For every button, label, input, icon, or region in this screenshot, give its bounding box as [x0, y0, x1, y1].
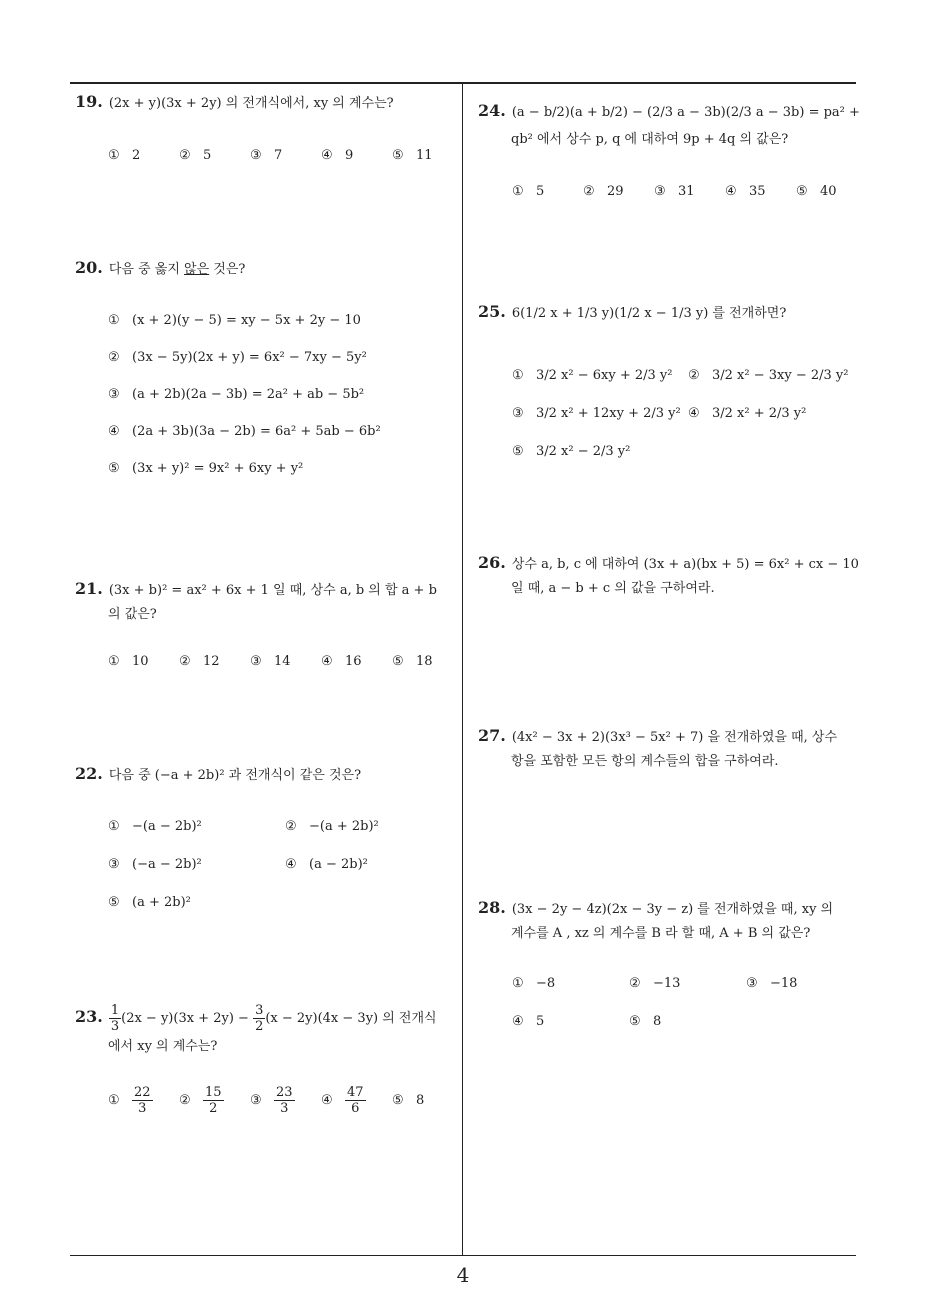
- question-text-end: 것은?: [209, 262, 246, 277]
- question-number: 20.: [75, 258, 103, 277]
- choice-1[interactable]: ① (x + 2)(y − 5) = xy − 5x + 2y − 10: [108, 313, 361, 328]
- choices-19: [108, 136, 452, 174]
- fraction-1: $\frac{1}{3}$: [110, 1003, 120, 1034]
- choice-2[interactable]: ② −(a + 2b)²: [285, 818, 379, 834]
- choice-1[interactable]: ① 10: [108, 653, 149, 669]
- question-text: 다음 중 (−a + 2b)² 과 전개식이 같은 것은?: [108, 768, 362, 783]
- choice-1[interactable]: ① 2: [108, 147, 141, 163]
- choice-1[interactable]: ① −8: [512, 975, 556, 991]
- question-text-line-2: 의 값은?: [108, 607, 157, 622]
- choice-1[interactable]: ① −(a − 2b)²: [108, 818, 202, 834]
- choice-3[interactable]: ③ (−a − 2b)²: [108, 856, 202, 872]
- question-text-cont: (x − 2y)(4x − 3y) 의 전개식: [265, 1011, 437, 1026]
- choices-28: [512, 964, 856, 1040]
- question-22: [75, 762, 455, 788]
- question-21: [75, 577, 460, 627]
- choice-3[interactable]: ③ −18: [746, 975, 798, 991]
- question-text: (3x + b)² = ax² + 6x + 1 일 때, 상수 a, b 의 합 a + b: [108, 583, 437, 598]
- choice-5[interactable]: ⑤ 18: [392, 653, 433, 669]
- choices-22: [108, 807, 445, 921]
- question-text: 다음 중 옳지: [108, 262, 185, 277]
- choice-5[interactable]: ⑤ 40: [796, 183, 837, 199]
- choice-1[interactable]: ① $\frac{22}{3}$: [108, 1084, 151, 1116]
- choice-3[interactable]: ③ 14: [250, 653, 291, 669]
- choice-1[interactable]: ① 3/2 x² − 6xy + 2/3 y²: [512, 367, 673, 383]
- choice-2[interactable]: ② 12: [179, 653, 220, 669]
- fraction-2: $\frac{3}{2}$: [255, 1003, 264, 1034]
- question-20: [75, 256, 455, 282]
- question-number: 25.: [478, 302, 506, 321]
- choice-4[interactable]: ④ (a − 2b)²: [285, 856, 368, 872]
- bottom-rule: [70, 1255, 856, 1256]
- choice-4[interactable]: ④ (2a + 3b)(3a − 2b) = 6a² + 5ab − 6b²: [108, 424, 381, 439]
- question-text-line-2: 일 때, a − b + c 의 값을 구하여라.: [511, 581, 715, 596]
- choice-1[interactable]: ① 5: [512, 183, 545, 199]
- question-text-line-2: 에서 xy 의 계수는?: [108, 1039, 218, 1054]
- question-text: (4x² − 3x + 2)(3x³ − 5x² + 7) 을 전개하였을 때, 상수: [511, 730, 838, 745]
- choice-3[interactable]: ③ 7: [250, 147, 283, 163]
- question-text: (2x + y)(3x + 2y) 의 전개식에서, xy 의 계수는?: [108, 96, 394, 111]
- choice-2[interactable]: ② (3x − 5y)(2x + y) = 6x² − 7xy − 5y²: [108, 350, 367, 365]
- question-number: 21.: [75, 579, 103, 598]
- question-number: 19.: [75, 92, 103, 111]
- choices-20: [108, 302, 381, 487]
- choice-3[interactable]: ③ 31: [654, 183, 695, 199]
- underlined-word: 않은: [184, 262, 210, 277]
- choice-4[interactable]: ④ 9: [321, 147, 354, 163]
- question-number: 28.: [478, 898, 506, 917]
- question-28: [478, 896, 863, 946]
- choice-2[interactable]: ② −13: [629, 975, 681, 991]
- question-26: [478, 551, 863, 601]
- choice-4[interactable]: ④ 35: [725, 183, 766, 199]
- question-number: 24.: [478, 101, 506, 120]
- question-text: (2x − y)(3x + 2y) −: [121, 1011, 249, 1026]
- choice-4[interactable]: ④ $\frac{47}{6}$: [321, 1084, 364, 1116]
- question-27: [478, 724, 863, 774]
- question-number: 22.: [75, 764, 103, 783]
- choices-21: [108, 642, 452, 680]
- choice-5[interactable]: ⑤ 8: [392, 1092, 425, 1108]
- question-text: (3x − 2y − 4z)(2x − 3y − z) 를 전개하였을 때, xy 의: [511, 902, 834, 917]
- question-text-line-2: 항을 포함한 모든 항의 계수들의 합을 구하여라.: [511, 754, 779, 769]
- choice-5[interactable]: ⑤ (a + 2b)²: [108, 894, 191, 910]
- question-expression: (a − b/2)(a + b/2) − (2/3 a − 3b)(2/3 a − 3b) = pa² +: [511, 105, 860, 120]
- question-25: [478, 298, 863, 328]
- question-number: 27.: [478, 726, 506, 745]
- choice-5[interactable]: ⑤ 11: [392, 147, 433, 163]
- choice-3[interactable]: ③ 3/2 x² + 12xy + 2/3 y²: [512, 405, 681, 421]
- choice-2[interactable]: ② 5: [179, 147, 212, 163]
- choice-5[interactable]: ⑤ (3x + y)² = 9x² + 6xy + y²: [108, 461, 304, 476]
- question-expression: 6(1/2 x + 1/3 y)(1/2 x − 1/3 y) 를 전개하면?: [511, 306, 787, 321]
- choice-2[interactable]: ② $\frac{15}{2}$: [179, 1084, 222, 1116]
- choices-23: [108, 1078, 452, 1122]
- page-number: 4: [456, 1263, 470, 1287]
- question-23: [75, 1003, 460, 1060]
- choices-25: [512, 356, 858, 470]
- choice-2[interactable]: ② 3/2 x² − 3xy − 2/3 y²: [688, 367, 849, 383]
- choice-5[interactable]: ⑤ 3/2 x² − 2/3 y²: [512, 443, 631, 459]
- question-24: [478, 96, 863, 152]
- choices-24: [512, 172, 856, 210]
- question-number: 26.: [478, 553, 506, 572]
- question-text-line-2: qb² 에서 상수 p, q 에 대하여 9p + 4q 의 값은?: [511, 132, 789, 147]
- choice-3[interactable]: ③ $\frac{23}{3}$: [250, 1084, 293, 1116]
- choice-4[interactable]: ④ 3/2 x² + 2/3 y²: [688, 405, 807, 421]
- choice-2[interactable]: ② 29: [583, 183, 624, 199]
- question-text-line-2: 계수를 A , xz 의 계수를 B 라 할 때, A + B 의 값은?: [511, 926, 811, 941]
- choice-4[interactable]: ④ 16: [321, 653, 362, 669]
- choice-3[interactable]: ③ (a + 2b)(2a − 3b) = 2a² + ab − 5b²: [108, 387, 365, 402]
- choice-5[interactable]: ⑤ 8: [629, 1013, 662, 1029]
- question-number: 23.: [75, 1007, 103, 1026]
- question-19: [75, 90, 455, 116]
- choice-4[interactable]: ④ 5: [512, 1013, 545, 1029]
- column-divider: [462, 83, 463, 1256]
- question-text: 상수 a, b, c 에 대하여 (3x + a)(bx + 5) = 6x² + cx − 10: [511, 557, 859, 572]
- top-rule: [70, 82, 856, 84]
